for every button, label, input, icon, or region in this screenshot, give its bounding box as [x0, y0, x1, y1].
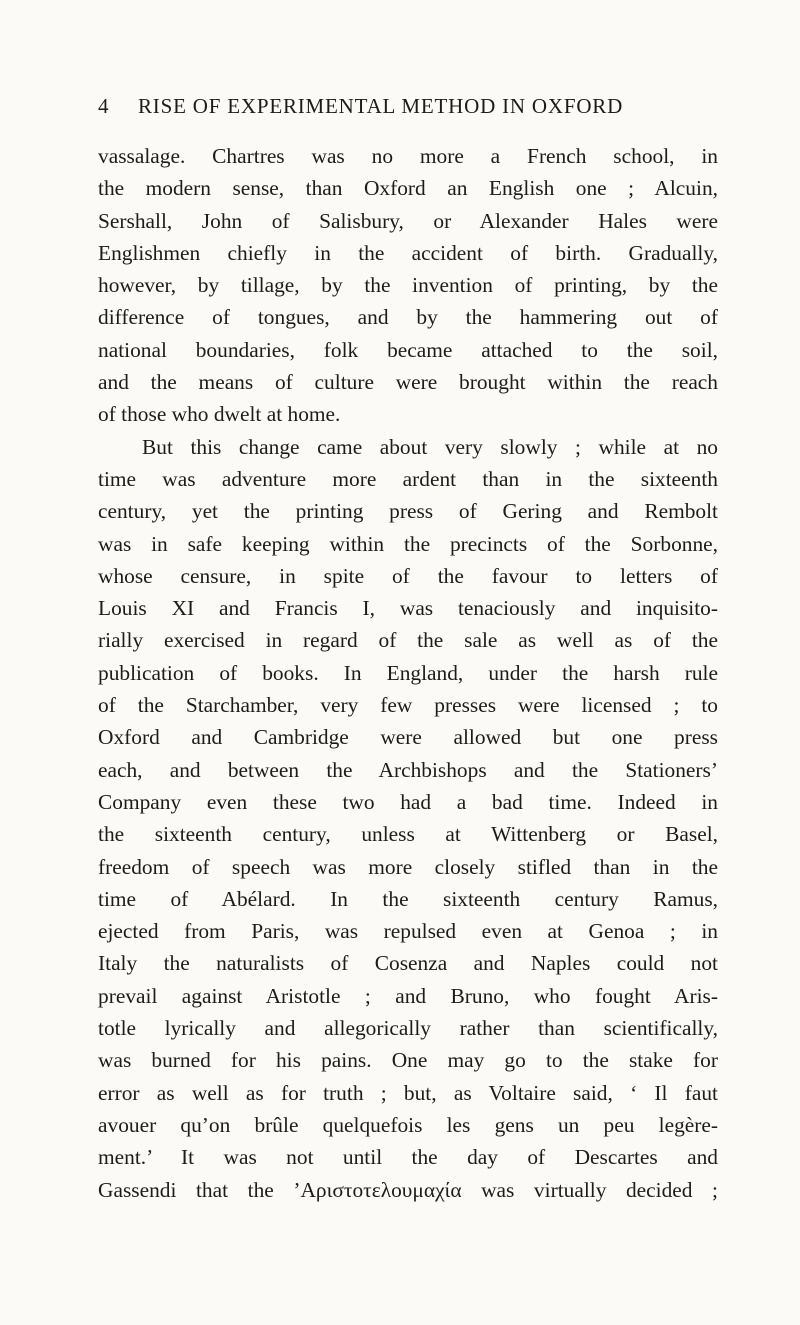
text-line: of those who dwelt at home.	[98, 402, 341, 427]
text-line: of the Starchamber, very few presses were licensed ; to	[98, 693, 718, 718]
body-text	[98, 140, 718, 1206]
text-line: difference of tongues, and by the hammering out of	[98, 305, 718, 330]
running-header	[98, 94, 718, 122]
text-line: the sixteenth century, unless at Wittenberg or Basel,	[98, 822, 718, 847]
text-line: Company even these two had a bad time. Indeed in	[98, 789, 718, 814]
text-line: Italy the naturalists of Cosenza and Naples could not	[98, 951, 718, 976]
text-line: whose censure, in spite of the favour to letters of	[98, 563, 718, 588]
text-line: the modern sense, than Oxford an English one ; Alcuin,	[98, 176, 718, 201]
text-line: prevail against Aristotle ; and Bruno, who fought Aris-	[98, 983, 718, 1008]
text-line: error as well as for truth ; but, as Voltaire said, ‘ Il faut	[98, 1080, 718, 1105]
text-line: century, yet the printing press of Gering and Rembolt	[98, 499, 718, 524]
text-line: however, by tillage, by the invention of printing, by the	[98, 273, 718, 298]
text-line: and the means of culture were brought within the reach	[98, 370, 718, 395]
text-line: Englishmen chiefly in the accident of birth. Gradually,	[98, 240, 718, 265]
text-line: publication of books. In England, under the harsh rule	[98, 660, 718, 685]
text-line: Oxford and Cambridge were allowed but one press	[98, 725, 718, 750]
running-title: RISE OF EXPERIMENTAL METHOD IN OXFORD	[138, 94, 624, 118]
text-line: rially exercised in regard of the sale as well as of the	[98, 628, 718, 653]
text-line: ejected from Paris, was repulsed even at Genoa ; in	[98, 919, 718, 944]
text-line: was burned for his pains. One may go to the stake for	[98, 1048, 718, 1073]
text-line: vassalage. Chartres was no more a French school, in	[98, 144, 718, 168]
text-line: time of Abélard. In the sixteenth century Ramus,	[98, 886, 718, 911]
text-line: freedom of speech was more closely stifled than in the	[98, 854, 718, 879]
text-line: But this change came about very slowly ; while at no	[142, 434, 718, 459]
text-line: was in safe keeping within the precincts of the Sorbonne,	[98, 531, 718, 556]
text-line: totle lyrically and allegorically rather than scientifically,	[98, 1016, 718, 1041]
page-number: 4	[98, 94, 110, 118]
text-line: time was adventure more ardent than in the sixteenth	[98, 466, 718, 491]
text-line: avouer qu’on brûle quelquefois les gens un peu legère-	[98, 1112, 718, 1137]
text-line: national boundaries, folk became attached to the soil,	[98, 337, 718, 362]
text-line: each, and between the Archbishops and the Stationers’	[98, 757, 718, 782]
text-line: Sershall, John of Salisbury, or Alexander Hales were	[98, 208, 718, 233]
text-line: Louis XI and Francis I, was tenaciously and inquisito-	[98, 596, 718, 621]
text-line: ment.’ It was not until the day of Descartes and	[98, 1145, 718, 1170]
text-line: Gassendi that the ’Αριστοτελουμαχία was virtually decided ;	[98, 1177, 718, 1202]
